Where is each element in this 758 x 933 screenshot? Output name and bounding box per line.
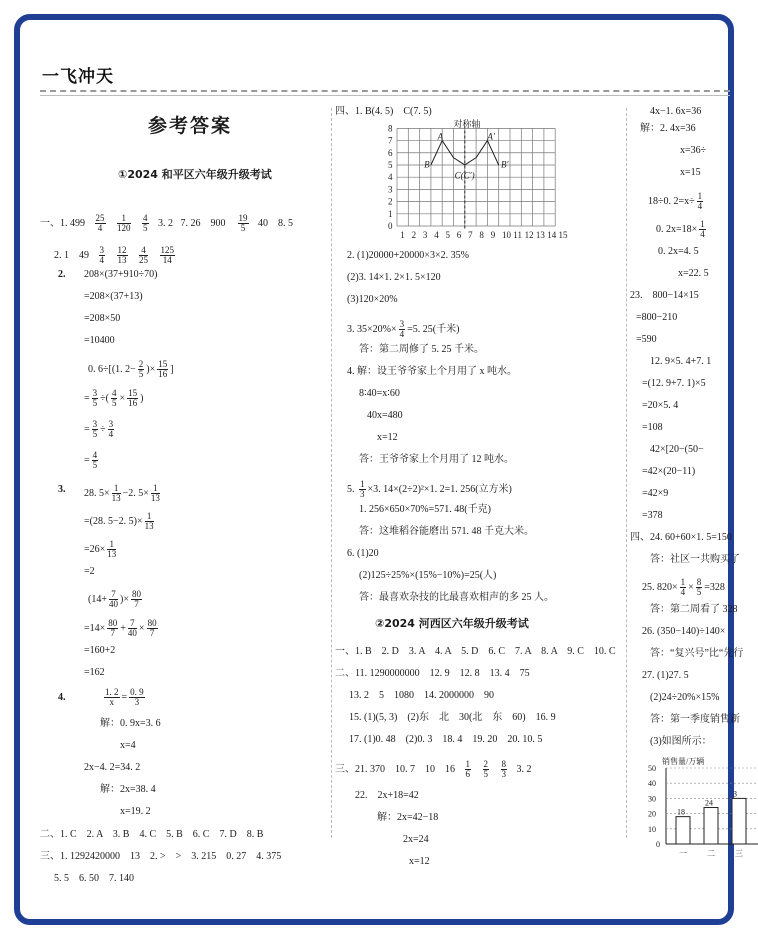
answer-row: 13. 2 5 1080 14. 2000000 90 [349, 690, 494, 701]
x-tick-label: 8 [479, 230, 484, 240]
answer-sentence: 答：王爷爷家上个月用了 12 吨水。 [359, 454, 514, 465]
math-line: =108 [642, 422, 663, 433]
math-line: = $\frac{3}{5}$ ÷( $\frac{4}{5}$ × $\frac{15}{16}$ ) [84, 388, 144, 408]
math-line: =2 [84, 566, 95, 577]
math-line: 40x=480 [367, 410, 403, 421]
bar-value-label: 3 [733, 789, 737, 799]
math-line: x=4 [120, 740, 136, 751]
math-line: 2. (1)20000+20000×3×2. 35% [347, 250, 469, 261]
answer-text: 3. 2 [516, 763, 532, 775]
answer-row [335, 760, 532, 779]
x-tick-label: 2 [411, 230, 417, 240]
x-tick-label: 12 [524, 230, 534, 240]
math-line: 4. 解：设王爷爷家上个月用了 x 吨水。 [347, 366, 517, 377]
math-line: x=19. 2 [120, 806, 151, 817]
math-line: 5. $\frac{1}{3}$ ×3. 14×(2÷2)²×1. 2=1. 256(立方米) [347, 479, 512, 499]
x-tick-label: 15 [558, 230, 568, 240]
brand-logo: 一飞冲天 [42, 67, 114, 87]
x-tick-label: 6 [456, 230, 462, 240]
y-tick-label: 8 [388, 123, 393, 134]
answer-text: 8. 5 [278, 217, 293, 229]
math-line: 1. 256×650×70%=571. 48(千克) [359, 504, 491, 515]
math-line: 2x=24 [403, 834, 429, 845]
fraction: $\frac{12}{13}$ [117, 245, 127, 265]
section-title: ①2024 和平区六年级升级考试 [118, 168, 272, 181]
math-line: =378 [642, 510, 663, 521]
point-label: B′ [500, 159, 509, 170]
y-tick-label: 0 [656, 840, 660, 849]
column-separator [626, 108, 627, 838]
fraction: $\frac{19}{5}$ [238, 213, 248, 233]
math-line: =26× $\frac{1}{13}$ [84, 539, 117, 559]
point-label: A [437, 131, 444, 142]
math-line: 23. 800−14×15 [630, 290, 699, 301]
answer-sentence: 答：第一季度销售新 [650, 714, 740, 725]
answer-sentence: 答：第二周修了 5. 25 千米。 [359, 344, 484, 355]
math-line: 25. 820× $\frac{1}{4}$ × $\frac{8}{5}$ =328 [642, 577, 725, 597]
column-3 [630, 106, 744, 866]
math-line: =10400 [84, 335, 115, 346]
math-line: 12. 9×5. 4+7. 1 [650, 356, 712, 367]
math-line: 0. 2x=4. 5 [658, 246, 699, 257]
x-tick-label: 4 [434, 230, 439, 240]
fraction: $\frac{3}{4}$ [99, 245, 104, 265]
y-tick-label: 2 [388, 196, 393, 207]
math-line: (3)如图所示： [650, 736, 712, 747]
y-tick-label: 4 [388, 172, 393, 183]
question-number: 2. [58, 269, 66, 280]
fraction: $\frac{4}{25}$ [139, 245, 148, 265]
x-tick-label: 三 [735, 849, 743, 858]
math-line: 4x−1. 6x=36 [650, 106, 702, 117]
math-line: 208×(37+910÷70) [84, 269, 158, 280]
math-line: 0. 6÷[(1. 2− $\frac{2}{5}$ )× $\frac{15}{16}$ ] [88, 359, 174, 379]
x-tick-label: 7 [468, 230, 473, 240]
answer-text: 一、1. 499 [40, 217, 85, 229]
math-line: 22. 2x+18=42 [355, 790, 419, 801]
math-line: =14× $\frac{80}{7}$ + $\frac{7}{40}$ × $\frac{80}{7}$ [84, 618, 157, 638]
answer-sentence: 答：“复兴号”比“先行 [650, 648, 744, 659]
section-title: ②2024 河西区六年级升级考试 [375, 617, 529, 630]
y-axis-label: 销售量/万辆 [662, 757, 705, 766]
x-tick-label: 3 [422, 230, 428, 240]
answer-sentence: 答：最喜欢杂技的比最喜欢相声的多 25 人。 [359, 592, 554, 603]
y-tick-label: 6 [388, 147, 393, 158]
math-line: $\frac{1. 2}{x}$ = $\frac{0. 9}{3}$ [105, 687, 144, 707]
question-number: 3. [58, 484, 66, 495]
math-line: =42×(20−11) [642, 466, 696, 477]
point-label: B [424, 159, 430, 170]
divider [40, 90, 730, 92]
math-line: 8∶40=x∶60 [359, 388, 400, 399]
x-tick-label: 1 [400, 230, 405, 240]
answer-text: 2. 1 [54, 249, 69, 261]
math-line: (14+ $\frac{7}{40}$ )× $\frac{80}{7}$ [88, 589, 141, 609]
bar [732, 798, 746, 844]
y-tick-label: 40 [648, 779, 656, 789]
answer-text: 3. 2 [158, 217, 173, 229]
math-line: 3. 35×20%× $\frac{3}{4}$ =5. 25(千米) [347, 319, 460, 339]
math-line: =208×50 [84, 313, 121, 324]
bar [704, 808, 718, 844]
x-tick-label: 14 [547, 230, 557, 240]
divider [40, 95, 730, 96]
math-line: =160+2 [84, 645, 116, 656]
math-line: x=12 [409, 856, 430, 867]
math-line: =590 [636, 334, 657, 345]
question-number: 4. [58, 692, 66, 703]
answer-text: 40 [258, 217, 268, 229]
math-line: 26. (350−140)÷140× [642, 626, 726, 637]
answer-row: 17. (1)0. 48 (2)0. 3 18. 4 19. 20 20. 10. 5 [349, 734, 543, 745]
math-line: x=15 [680, 167, 701, 178]
answer-text: 三、21. 370 10. 7 10 16 [335, 763, 455, 775]
fraction: $\frac{1}{120}$ [117, 213, 131, 233]
page-title: 参考答案 [148, 115, 233, 137]
x-tick-label: 9 [490, 230, 496, 240]
y-tick-label: 3 [388, 184, 393, 195]
answer-text: 7. 26 [180, 217, 201, 229]
math-line: = $\frac{4}{5}$ [84, 450, 98, 470]
math-line: 18÷0. 2=x÷ $\frac{1}{4}$ [648, 191, 703, 211]
math-line: =800−210 [636, 312, 678, 323]
bar-value-label: 24 [705, 798, 713, 808]
fraction: $\frac{1}{6}$ [465, 759, 470, 779]
math-line: =20×5. 4 [642, 400, 679, 411]
y-tick-label: 0 [388, 221, 393, 231]
y-tick-label: 7 [388, 135, 393, 146]
math-line: 42×[20−(50− [650, 444, 704, 455]
math-line: =(12. 9+7. 1)×5 [642, 378, 706, 389]
point-label: C(C′) [454, 170, 475, 181]
math-line: 解：2x=38. 4 [100, 784, 156, 795]
fraction: $\frac{2}{5}$ [483, 759, 488, 779]
axis-title: 对称轴 [453, 119, 481, 129]
fraction: $\frac{25}{4}$ [95, 213, 105, 233]
q1-row2 [54, 246, 177, 265]
math-line: (3)120×20% [347, 294, 398, 305]
math-line: 解：2. 4x=36 [640, 123, 696, 134]
x-tick-label: 10 [502, 230, 511, 240]
answer-row: 15. (1)(5, 3) (2)东 北 30(北 东 60) 16. 9 [349, 712, 556, 723]
math-line: (2)24÷20%×15% [650, 692, 720, 703]
bar-value-label: 18 [677, 807, 685, 817]
answer-text: 900 [210, 217, 226, 229]
y-tick-label: 1 [388, 208, 393, 219]
answer-row: 5. 5 6. 50 7. 140 [54, 873, 134, 884]
answer-sentence: 答：社区一共购买了 [650, 554, 740, 565]
math-line: 解：2x=42−18 [377, 812, 439, 823]
q1-row1 [40, 214, 293, 233]
math-line: (2)3. 14×1. 2×1. 5×120 [347, 272, 441, 283]
answer-text: 49 [79, 249, 89, 261]
math-line: 27. (1)27. 5 [642, 670, 689, 681]
math-line: =162 [84, 667, 105, 678]
y-tick-label: 50 [648, 764, 656, 773]
math-line: x=36÷ [680, 145, 707, 156]
fraction: $\frac{8}{3}$ [501, 759, 506, 779]
y-tick-label: 5 [388, 159, 393, 170]
math-line: 0. 2x=18× $\frac{1}{4}$ [656, 219, 705, 239]
bar [676, 817, 690, 844]
y-tick-label: 10 [648, 824, 656, 834]
math-line: =42×9 [642, 488, 669, 499]
answer-row: 二、1. C 2. A 3. B 4. C 5. B 6. C 7. D 8. B [40, 829, 264, 840]
answer-row: 四、1. B(4. 5) C(7. 5) [335, 106, 432, 117]
math-line: 四、24. 60+60×1. 5=150 [630, 532, 732, 543]
answer-page [40, 50, 744, 884]
x-tick-label: 5 [445, 230, 450, 240]
math-line: =(28. 5−2. 5)× $\frac{1}{13}$ [84, 511, 154, 531]
y-tick-label: 20 [648, 809, 656, 819]
math-line: = $\frac{3}{5}$ ÷ $\frac{3}{4}$ [84, 419, 114, 439]
coordinate-grid [375, 118, 605, 242]
math-line: 6. (1)20 [347, 548, 379, 559]
x-tick-label: 11 [513, 230, 522, 240]
math-line: 2x−4. 2=34. 2 [84, 762, 141, 773]
fraction: $\frac{4}{5}$ [143, 213, 148, 233]
x-tick-label: 二 [707, 849, 715, 858]
answer-row: 二、11. 1290000000 12. 9 12. 8 13. 4 75 [335, 668, 530, 679]
math-line: x=12 [377, 432, 398, 443]
fraction: $\frac{125}{14}$ [160, 245, 174, 265]
math-line: 28. 5× $\frac{1}{13}$ −2. 5× $\frac{1}{13}$ [84, 483, 160, 503]
point-label: A′ [487, 131, 495, 142]
x-tick-label: 一 [679, 849, 687, 858]
math-line: =208×(37+13) [84, 291, 143, 302]
x-tick-label: 13 [535, 230, 545, 240]
math-line: 解：0. 9x=3. 6 [100, 718, 161, 729]
page-frame [14, 14, 744, 925]
answer-sentence: 答：这堆稻谷能磨出 571. 48 千克大米。 [359, 526, 534, 537]
math-line: (2)125÷25%×(15%−10%)=25(人) [359, 570, 497, 581]
y-tick-label: 30 [648, 794, 656, 804]
column-separator [331, 108, 332, 838]
math-line: x=22. 5 [678, 268, 709, 279]
answer-row: 三、1. 1292420000 13 2. > > 3. 215 0. 27 4. 375 [40, 851, 282, 862]
answer-row: 一、1. B 2. D 3. A 4. A 5. D 6. C 7. A 8. A 9. C 10. C [335, 646, 616, 657]
bar-chart [648, 754, 758, 866]
answer-sentence: 答：第二周看了 328 [650, 604, 738, 615]
